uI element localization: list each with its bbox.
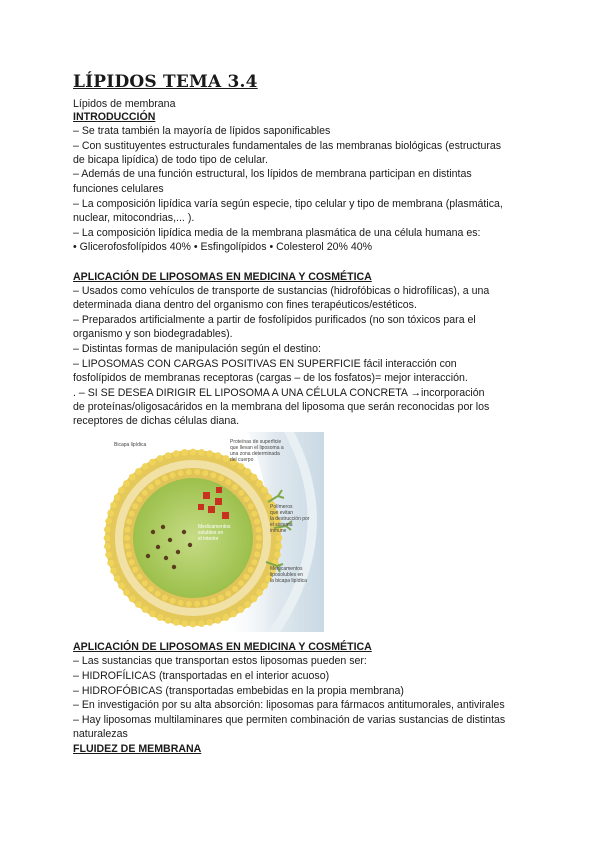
figure-label-proteins: Proteínas de superficie que llevan el liposoma a una zona determinada del cuerpo xyxy=(230,439,284,463)
phospholipid-head xyxy=(165,617,172,624)
intro-line: – Con sustituyentes estructurales fundamentales de las membranas biológicas (estructuras xyxy=(73,140,502,152)
phospholipid-head xyxy=(132,503,138,509)
phospholipid-head xyxy=(186,469,192,475)
section-line: – HIDROFÓBICAS (transportadas embebidas en la propia membrana) xyxy=(73,685,404,697)
phospholipid-head xyxy=(124,535,130,541)
phospholipid-head xyxy=(132,567,138,573)
phospholipid-head xyxy=(254,551,260,557)
phospholipid-head xyxy=(244,468,251,475)
phospholipid-head xyxy=(157,614,164,621)
phospholipid-head xyxy=(251,559,257,565)
phospholipid-head xyxy=(110,568,117,575)
intro-heading: INTRODUCCIÓN xyxy=(73,111,156,123)
section-line: de proteínas/oligosacáridos en la membrana del liposoma que serán reconocidas por los xyxy=(73,401,490,413)
intro-line: – La composición lipídica media de la membrana plasmática de una célula humana es: xyxy=(73,227,481,239)
phospholipid-head xyxy=(125,543,131,549)
phospholipid-head xyxy=(225,479,231,485)
phospholipid-head xyxy=(215,452,222,459)
phospholipid-head xyxy=(248,503,254,509)
liposome-diagram xyxy=(98,432,324,632)
phospholipid-head xyxy=(190,621,197,628)
phospholipid-head xyxy=(198,449,205,456)
phospholipid-head xyxy=(135,468,142,475)
phospholipid-head xyxy=(232,484,238,490)
phospholipid-head xyxy=(215,617,222,624)
phospholipid-head xyxy=(223,455,230,462)
phospholipid-head xyxy=(251,511,257,517)
phospholipid-head xyxy=(126,551,132,557)
phospholipid-head xyxy=(148,484,154,490)
section-line: – En investigación por su alta absorción: liposomas para fármacos antitumorales, antivirales xyxy=(73,699,505,711)
phospholipid-head xyxy=(149,610,156,617)
phospholipid-head xyxy=(114,494,121,501)
phospholipid-head xyxy=(256,480,263,487)
section-heading: FLUIDEZ DE MEMBRANA xyxy=(73,743,202,755)
phospholipid-head xyxy=(244,601,251,608)
section-line: – Hay liposomas multilaminares que permiten combinación de varias sustancias de distintas xyxy=(73,714,506,726)
phospholipid-head xyxy=(142,580,148,586)
phospholipid-head xyxy=(142,463,149,470)
phospholipid-head xyxy=(202,470,208,476)
phospholipid-head xyxy=(126,519,132,525)
phospholipid-head xyxy=(194,469,200,475)
phospholipid-head xyxy=(261,582,268,589)
phospholipid-head xyxy=(250,595,257,602)
intro-line: • Glicerofosfolípidos 40% • Esfingolípidos • Colesterol 20% 40% xyxy=(73,241,373,253)
phospholipid-head xyxy=(157,455,164,462)
section-line: determinada diana dentro del organismo con fines terapéuticos/estéticos. xyxy=(73,299,417,311)
intro-line: funciones celulares xyxy=(73,183,164,195)
section-line: – Distintas formas de manipulación según el destino: xyxy=(73,343,321,355)
section-line: . – SI SE DESEA DIRIGIR EL LIPOSOMA A UNA CÉLULA CONCRETA →incorporación xyxy=(73,387,485,399)
phospholipid-head xyxy=(173,619,180,626)
phospholipid-head xyxy=(230,610,237,617)
intro-line: – Además de una función estructural, los lípidos de membrana participan en distintas xyxy=(73,168,472,180)
phospholipid-head xyxy=(206,450,213,457)
phospholipid-head xyxy=(107,510,114,517)
phospholipid-head xyxy=(218,595,224,601)
phospholipid-head xyxy=(190,449,197,456)
phospholipid-head xyxy=(137,496,143,502)
figure-label-hydrophilic: Medicamentos solubles en el interior xyxy=(198,524,231,542)
phospholipid-head xyxy=(170,472,176,478)
phospholipid-head xyxy=(114,575,121,582)
phospholipid-head xyxy=(129,559,135,565)
phospholipid-head xyxy=(105,551,112,558)
phospholipid-head xyxy=(149,459,156,466)
phospholipid-head xyxy=(238,490,244,496)
phospholipid-head xyxy=(104,535,111,542)
phospholipid-head xyxy=(148,586,154,592)
section-line: – HIDROFÍLICAS (transportadas en el interior acuoso) xyxy=(73,670,330,682)
phospholipid-head xyxy=(256,589,263,596)
phospholipid-head xyxy=(237,606,244,613)
phospholipid-head xyxy=(162,475,168,481)
phospholipid-head xyxy=(118,487,125,494)
phospholipid-head xyxy=(123,589,130,596)
section-line: – Preparados artificialmente a partir de fosfolípidos purificados (no son tóxicos para el xyxy=(73,314,476,326)
phospholipid-head xyxy=(162,595,168,601)
phospholipid-head xyxy=(178,600,184,606)
phospholipid-head xyxy=(105,518,112,525)
phospholipid-head xyxy=(125,527,131,533)
phospholipid-head xyxy=(110,502,117,509)
phospholipid-head xyxy=(198,620,205,627)
phospholipid-head xyxy=(250,474,257,481)
phospholipid-head xyxy=(274,551,281,558)
phospholipid-head xyxy=(202,600,208,606)
phospholipid-head xyxy=(104,526,111,533)
intro-line: nuclear, mitocondrias,... ). xyxy=(73,212,195,224)
phospholipid-head xyxy=(210,598,216,604)
phospholipid-head xyxy=(243,574,249,580)
phospholipid-head xyxy=(276,535,283,542)
phospholipid-head xyxy=(254,519,260,525)
phospholipid-head xyxy=(223,614,230,621)
phospholipid-head xyxy=(104,543,111,550)
phospholipid-head xyxy=(225,591,231,597)
phospholipid-head xyxy=(256,535,262,541)
subtitle: Lípidos de membrana xyxy=(73,98,176,110)
phospholipid-head xyxy=(218,475,224,481)
phospholipid-head xyxy=(232,586,238,592)
phospholipid-head xyxy=(107,560,114,567)
phospholipid-head xyxy=(123,480,130,487)
section-heading: APLICACIÓN DE LIPOSOMAS EN MEDICINA Y COSMÉTICA xyxy=(73,271,372,283)
phospholipid-head xyxy=(135,601,142,608)
phospholipid-head xyxy=(275,543,282,550)
phospholipid-head xyxy=(248,567,254,573)
phospholipid-head xyxy=(237,463,244,470)
phospholipid-head xyxy=(261,487,268,494)
phospholipid-head xyxy=(165,452,172,459)
phospholipid-head xyxy=(129,511,135,517)
phospholipid-head xyxy=(142,490,148,496)
phospholipid-head xyxy=(194,601,200,607)
phospholipid-head xyxy=(129,474,136,481)
intro-line: – Se trata también la mayoría de lípidos saponificables xyxy=(73,125,331,137)
phospholipid-head xyxy=(255,527,261,533)
section-line: naturalezas xyxy=(73,728,128,740)
phospholipid-head xyxy=(137,574,143,580)
phospholipid-head xyxy=(142,606,149,613)
page-title: LÍPIDOS TEMA 3.4 xyxy=(73,72,258,92)
section-line: – LIPOSOMAS CON CARGAS POSITIVAS EN SUPERFICIE fácil interacción con xyxy=(73,358,457,370)
section-line: – Usados como vehículos de transporte de sustancias (hidrofóbicas o hidrofílicas), a una xyxy=(73,285,490,297)
figure-label-bilayer: Bicapa lipídica xyxy=(114,442,147,448)
section-line: fosfolípidos de membranas receptoras (cargas – de los fosfatos)= mejor interacción. xyxy=(73,372,468,384)
phospholipid-head xyxy=(170,598,176,604)
section-line: – Las sustancias que transportan estos liposomas pueden ser: xyxy=(73,655,367,667)
phospholipid-head xyxy=(238,580,244,586)
phospholipid-head xyxy=(155,479,161,485)
section-heading: APLICACIÓN DE LIPOSOMAS EN MEDICINA Y COSMÉTICA xyxy=(73,641,372,653)
phospholipid-head xyxy=(255,543,261,549)
liposome xyxy=(104,449,283,628)
phospholipid-head xyxy=(181,449,188,456)
section-line: receptores de dichas células diana. xyxy=(73,415,240,427)
phospholipid-head xyxy=(186,601,192,607)
phospholipid-head xyxy=(181,620,188,627)
intro-line: de bicapa lipídica) de todo tipo de celular. xyxy=(73,154,268,166)
intro-line: – La composición lipídica varía según especie, tipo celular y tipo de membrana (plasmática, xyxy=(73,198,503,210)
phospholipid-head xyxy=(173,450,180,457)
phospholipid-head xyxy=(243,496,249,502)
phospholipid-head xyxy=(206,619,213,626)
figure-label-lipophilic: Medicamentos liposolubles en la bicapa lipídica xyxy=(270,566,307,584)
phospholipid-head xyxy=(155,591,161,597)
section-line: organismo y son biodegradables). xyxy=(73,328,233,340)
phospholipid-head xyxy=(129,595,136,602)
figure-label-polymers: Polímeros que evitan la destrucción por el sistema inmune xyxy=(270,504,310,534)
phospholipid-head xyxy=(118,582,125,589)
phospholipid-head xyxy=(178,470,184,476)
phospholipid-head xyxy=(210,472,216,478)
